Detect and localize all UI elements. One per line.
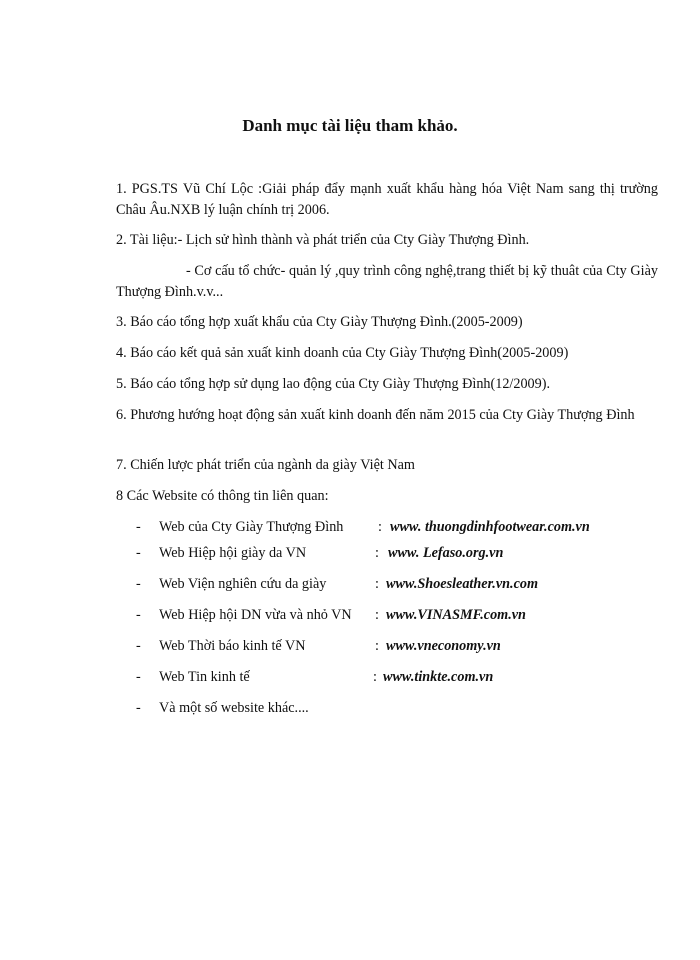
website-row <box>136 517 656 537</box>
reference-item-2-sub: - Cơ cấu tổ chức- quản lý ,quy trình công nghệ,trang thiết bị kỹ thuât của Cty Giày Thượng Đình.v.v... <box>116 263 658 300</box>
list-dash: - <box>136 638 141 654</box>
website-colon: : <box>375 576 379 592</box>
website-row <box>136 698 656 718</box>
website-colon: : <box>375 638 379 654</box>
reference-item-1: 1. PGS.TS Vũ Chí Lộc :Giải pháp đẩy mạnh xuất khẩu hàng hóa Việt Nam sang thị trường Châu Âu.NXB lý luận chính trị 2006. <box>116 181 658 218</box>
website-row <box>136 667 656 687</box>
website-url[interactable]: www.VINASMF.com.vn <box>386 607 526 623</box>
website-row <box>136 574 656 594</box>
list-dash: - <box>136 519 141 535</box>
website-name: Web Viện nghiên cứu da giày <box>159 576 327 592</box>
reference-item-8: 8 Các Website có thông tin liên quan: <box>116 488 329 504</box>
website-name: Web Thời báo kinh tế VN <box>159 638 306 654</box>
list-dash: - <box>136 545 141 561</box>
page-title: Danh mục tài liệu tham khảo. <box>242 116 458 135</box>
website-row <box>136 543 656 563</box>
reference-item-3: 3. Báo cáo tổng hợp xuất khẩu của Cty Giày Thượng Đình.(2005-2009) <box>116 314 523 330</box>
list-dash: - <box>136 607 141 623</box>
website-colon: : <box>375 607 379 623</box>
website-colon: : <box>378 519 382 535</box>
reference-item-6: 6. Phương hướng hoạt động sản xuất kinh doanh đến năm 2015 của Cty Giày Thượng Đình <box>116 407 635 423</box>
website-name: Web Hiệp hội giày da VN <box>159 545 307 561</box>
reference-item-5: 5. Báo cáo tổng hợp sử dụng lao động của Cty Giày Thượng Đình(12/2009). <box>116 376 551 392</box>
website-url[interactable]: www.Shoesleather.vn.com <box>386 576 539 592</box>
website-name: Web Tin kinh tế <box>159 669 250 685</box>
website-url[interactable]: www. Lefaso.org.vn <box>388 545 504 561</box>
list-dash: - <box>136 576 141 592</box>
website-name: Web Hiệp hội DN vừa và nhỏ VN <box>159 607 352 623</box>
website-url[interactable]: www. thuongdinhfootwear.com.vn <box>390 519 590 535</box>
reference-item-7: 7. Chiến lược phát triển của ngành da giày Việt Nam <box>116 457 415 473</box>
website-row <box>136 605 656 625</box>
website-name: Web của Cty Giày Thượng Đình <box>159 519 344 535</box>
list-dash: - <box>136 700 141 716</box>
website-url[interactable]: www.tinkte.com.vn <box>383 669 494 685</box>
website-url[interactable]: www.vneconomy.vn <box>386 638 501 654</box>
reference-item-4: 4. Báo cáo kết quả sản xuất kinh doanh của Cty Giày Thượng Đình(2005-2009) <box>116 345 569 361</box>
website-name: Và một số website khác.... <box>159 700 309 716</box>
list-dash: - <box>136 669 141 685</box>
website-colon: : <box>373 669 377 685</box>
website-row <box>136 636 656 656</box>
website-colon: : <box>375 545 379 561</box>
reference-item-2: 2. Tài liệu:- Lịch sử hình thành và phát triển của Cty Giày Thượng Đình. <box>116 232 530 248</box>
